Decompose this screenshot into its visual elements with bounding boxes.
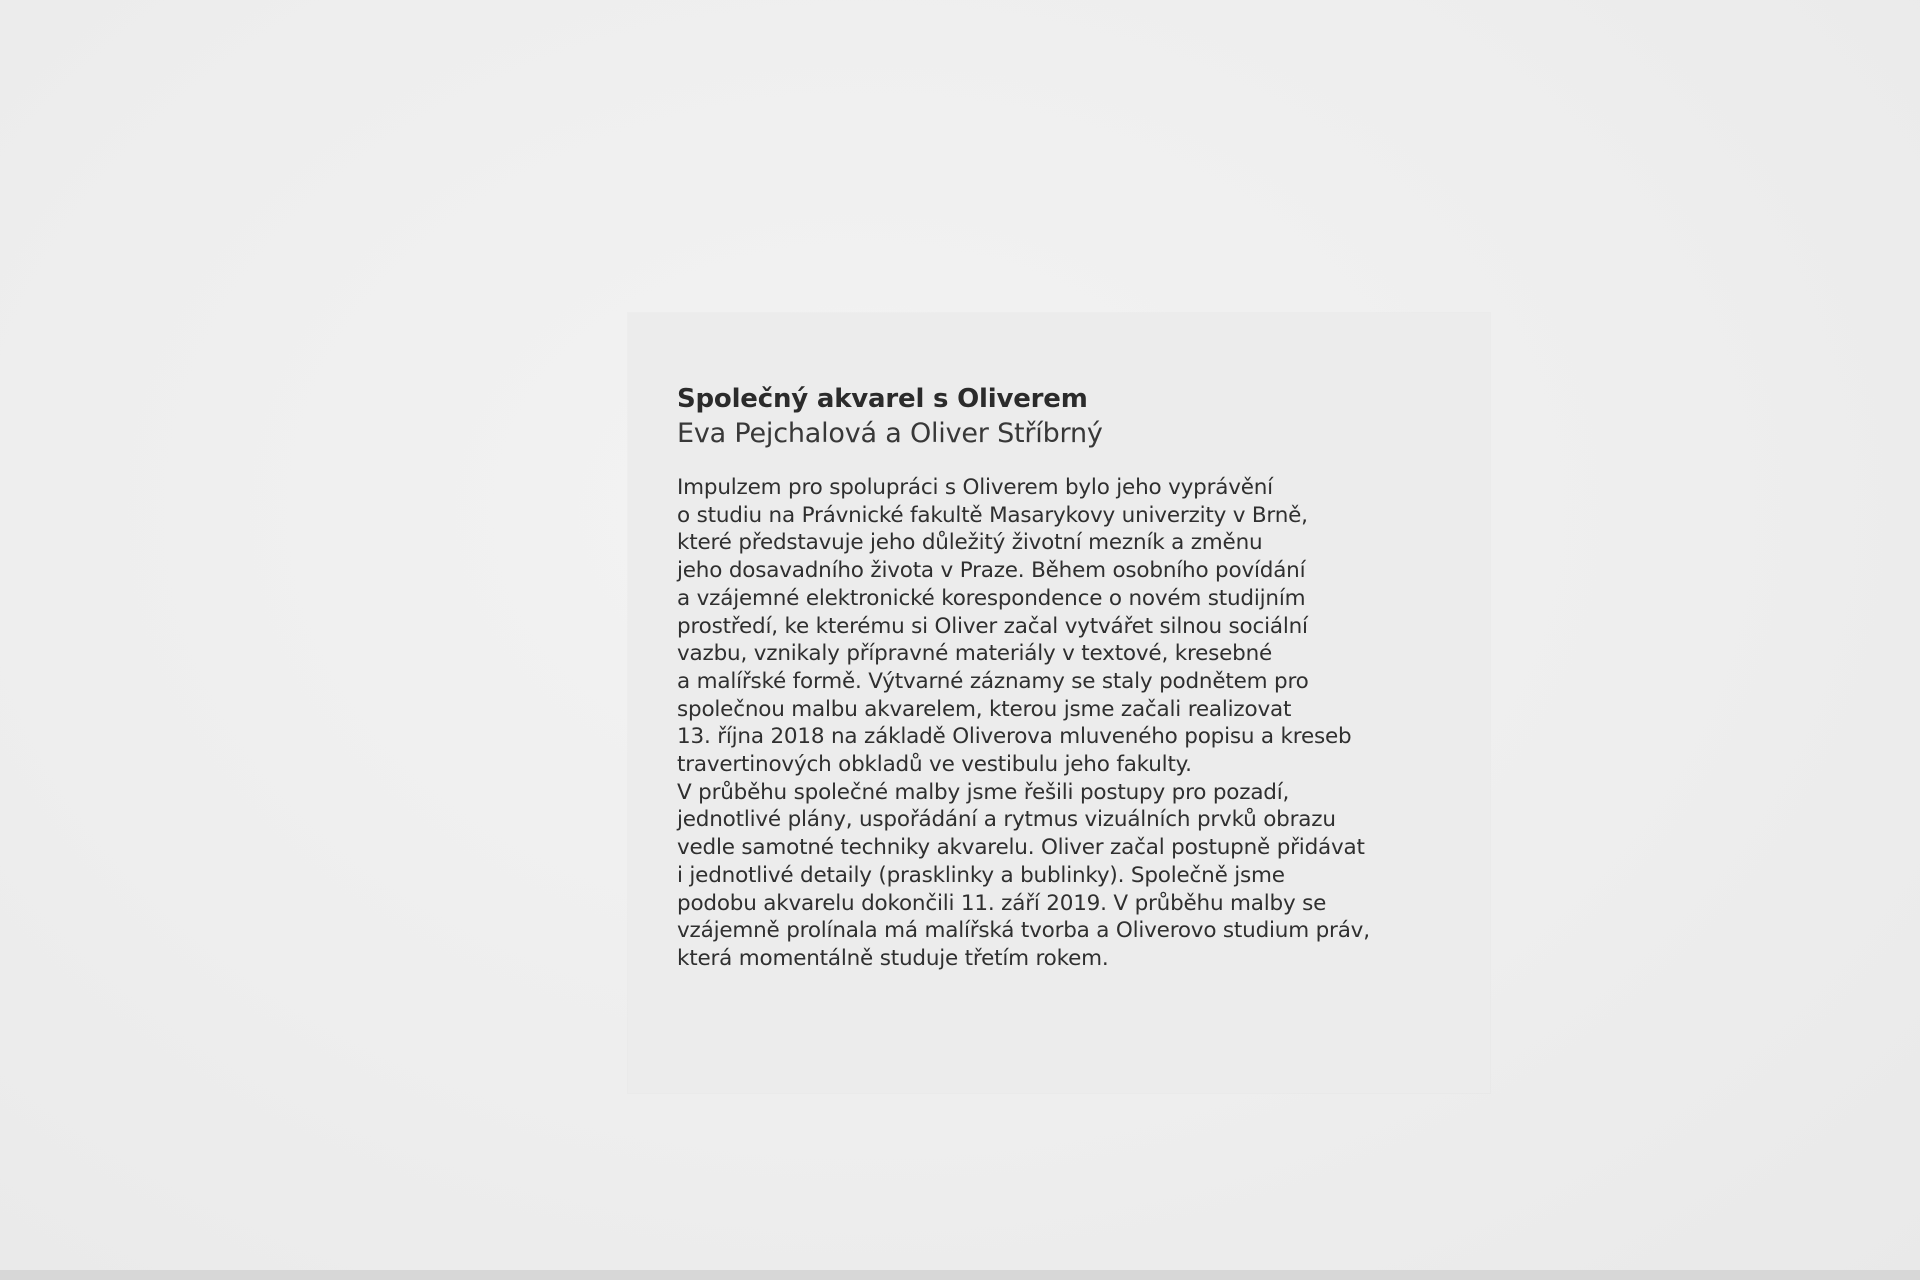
description-line: jeho dosavadního života v Praze. Během osobního povídání bbox=[677, 558, 1306, 584]
description-line: jednotlivé plány, uspořádání a rytmus vizuálních prvků obrazu bbox=[677, 807, 1336, 833]
description-line: vzájemně prolínala má malířská tvorba a Oliverovo studium práv, bbox=[677, 918, 1370, 944]
description-line: která momentálně studuje třetím rokem. bbox=[677, 945, 1109, 971]
description-line: travertinových obkladů ve vestibulu jeho fakulty. bbox=[677, 752, 1192, 778]
description-line: vedle samotné techniky akvarelu. Oliver začal postupně přidávat bbox=[677, 835, 1365, 861]
artwork-title: Společný akvarel s Oliverem bbox=[677, 384, 1088, 414]
description-line: 13. října 2018 na základě Oliverova mluveného popisu a kreseb bbox=[677, 724, 1352, 750]
wall-label-text bbox=[677, 382, 1437, 973]
artwork-authors: Eva Pejchalová a Oliver Stříbrný bbox=[677, 418, 1103, 449]
wall-floor-edge bbox=[0, 1270, 1920, 1280]
description-line: V průběhu společné malby jsme řešili postupy pro pozadí, bbox=[677, 779, 1290, 805]
description-line: a vzájemné elektronické korespondence o novém studijním bbox=[677, 585, 1306, 611]
description-line: o studiu na Právnické fakultě Masarykovy univerzity v Brně, bbox=[677, 502, 1308, 528]
description-line: prostředí, ke kterému si Oliver začal vytvářet silnou sociální bbox=[677, 613, 1308, 639]
description-line: vazbu, vznikaly přípravné materiály v textové, kresebné bbox=[677, 641, 1273, 667]
description-line: Impulzem pro spolupráci s Oliverem bylo jeho vyprávění bbox=[677, 475, 1273, 500]
description-line: podobu akvarelu dokončili 11. září 2019. V průběhu malby se bbox=[677, 890, 1327, 916]
description-line: které představuje jeho důležitý životní mezník a změnu bbox=[677, 530, 1263, 556]
artwork-description bbox=[677, 474, 1437, 973]
description-line: i jednotlivé detaily (prasklinky a bublinky). Společně jsme bbox=[677, 862, 1285, 888]
description-line: společnou malbu akvarelem, kterou jsme začali realizovat bbox=[677, 696, 1292, 722]
description-line: a malířské formě. Výtvarné záznamy se staly podnětem pro bbox=[677, 668, 1309, 694]
